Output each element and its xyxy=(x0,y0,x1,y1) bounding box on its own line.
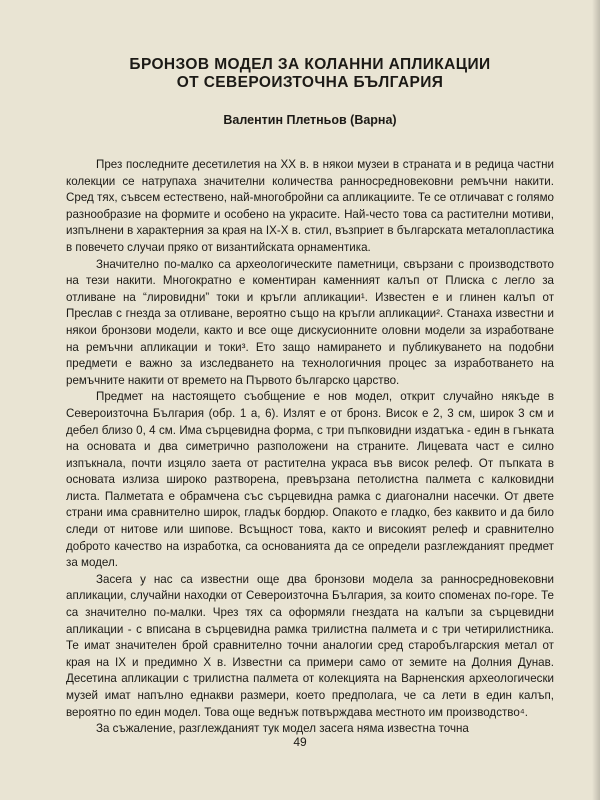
article-title-line-1: БРОНЗОВ МОДЕЛ ЗА КОЛАННИ АПЛИКАЦИИ xyxy=(129,56,491,73)
paragraph-4: Засега у нас са известни още два бронзови модела за ранносредновековни апликации, случайни находки от Североизточна България, за които споменах по-горе. Те са значително по-малки. Чрез тях са оформяли гнездата на калъпи за сърцевидни апликации - с вписана в сърцевидна рамка трилистна палмета и с три четирилистника. Те имат значителен брой сравнително точни аналогии сред старобългарския метал от края на IX и предимно X в. Известни са примери само от земите на Долния Дунав. Десетина апликации с трилистна палмета от колекцията на Варненския археологически музей имат напълно еднакви размери, което предполага, че са лети в един калъп, вероятно по един модел. Това още веднъж потвърждава местното им производство⁴. xyxy=(66,572,554,719)
paragraph-5: За съжаление, разглежданият тук модел засега няма известна точна xyxy=(96,722,469,736)
article-body xyxy=(66,157,554,738)
paragraph-1: През последните десетилетия на XX в. в някои музеи в страната и в редица частни колекции се натрупаха значителни количества ранносредновековни ремъчни накити. Сред тях, съвсем естествено, най-многобройни са апликациите. Те се отличават с голямо разнообразие на формите и особено на украсите. Най-често това са растителни мотиви, изпълнени в характерния за края на IX-X в. стил, възприет в българската металопластика в повечето случаи пряко от византийската орнаментика. xyxy=(66,158,554,254)
article-title xyxy=(66,56,554,92)
paragraph-2: Значително по-малко са археологическите паметници, свързани с производството на тези накити. Многократно е коментиран каменният калъп от Плиска с легло за отливане на “лировидни” токи и кръгли апликации¹. Известен е и глинен калъп от Преслав с гнезда за отливане, вероятно също на кръгли апликации². Станаха известни и някои бронзови модели, както и все още дискусионните оловни модели за изработване на ремъчни апликации и токи³. Ето защо намирането и публикуването на подобни предмети е важно за изследването на технологичния процес за изработването на ремъчните накити от времето на Първото българско царство. xyxy=(66,257,554,387)
article-author: Валентин Плетньов (Варна) xyxy=(223,113,397,127)
scan-edge-shadow xyxy=(592,0,600,800)
page-number: 49 xyxy=(293,735,307,749)
paragraph-3: Предмет на настоящето съобщение е нов модел, открит случайно някъде в Североизточна България (обр. 1 а, 6). Излят е от бронз. Висок е 2, 3 см, широк 3 см и дебел близо 0, 4 см. Има сърцевидна форма, с три пъпковидни издатъка - един в гънката на основата и два симетрично разположени на страните. Лицевата част е силно изпъкнала, почти изцяло заета от растителна украса във висок релеф. От пъпката в основата излиза широко разтворена, превързана петолистна палмета с калковидни листа. Палметата е обрамчена със сърцевидна рамка с диагонални насечки. От двете страни има сравнително широк, гладък бордюр. Опакото е гладко, без каквито и да било следи от нитове или шипове. Всъщност това, както и високият релеф и сравнително доброто качество на изработка, са основанията да се определи разглежданият предмет за модел. xyxy=(66,390,554,570)
article-title-line-2: ОТ СЕВЕРОИЗТОЧНА БЪЛГАРИЯ xyxy=(176,74,444,91)
